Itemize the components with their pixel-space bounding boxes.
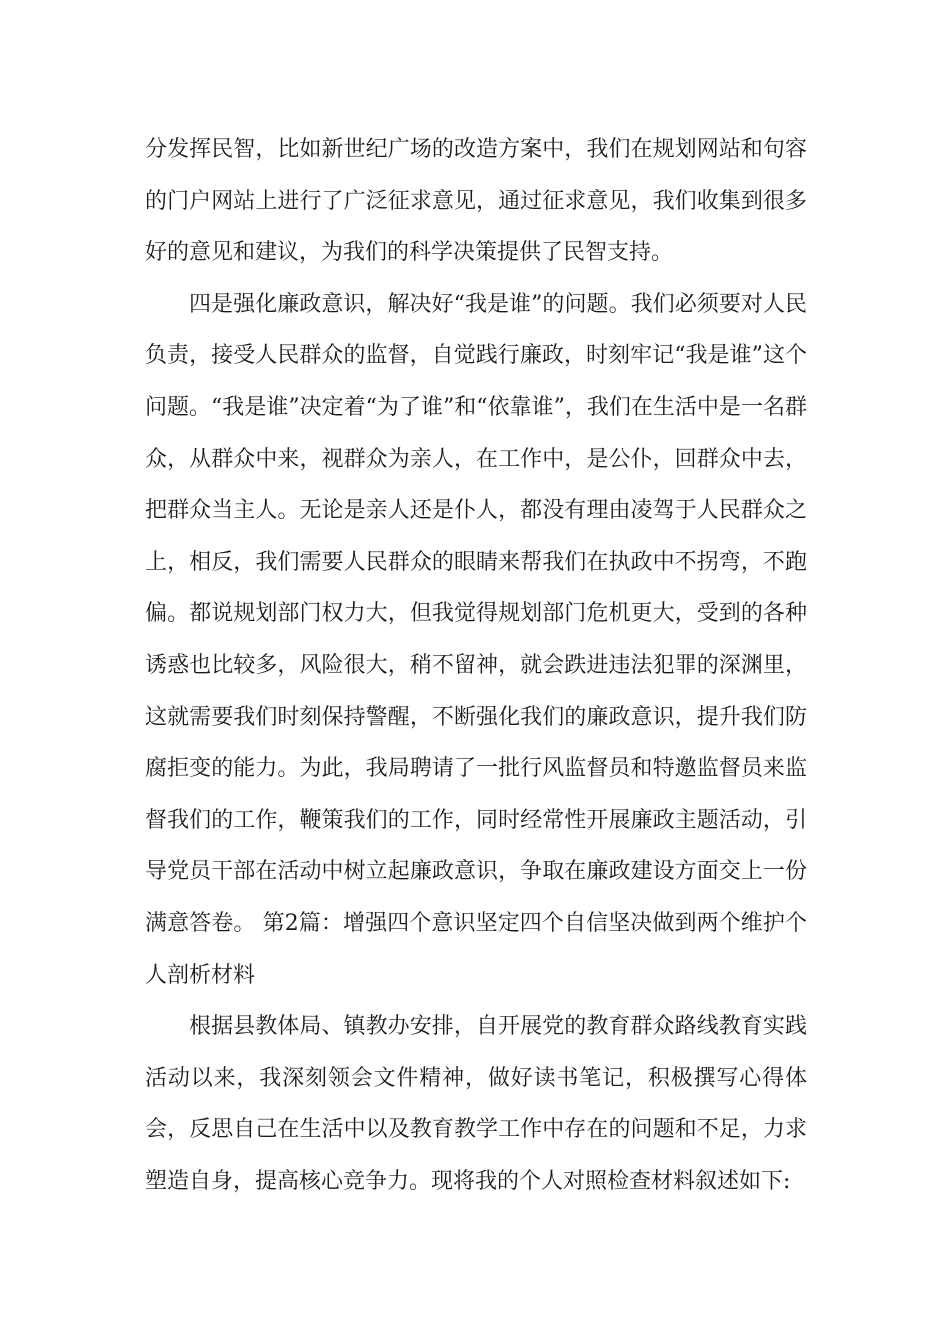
paragraph-3: 根据县教体局、镇教办安排，自开展党的教育群众路线教育实践活动以来，我深刻领会文件精神，做好读书笔记，积极撰写心得体会，反思自己在生活中以及教育教学工作中存在的问题和不足，力求塑造自身，提高核心竞争力。现将我的个人对照检查材料叙述如下: <box>145 1014 807 1194</box>
document-body <box>145 124 807 1207</box>
paragraph-2: 四是强化廉政意识，解决好“我是谁”的问题。我们必须要对人民负责，接受人民群众的监督，自觉践行廉政，时刻牢记“我是谁”这个问题。“我是谁”决定着“为了谁”和“依靠谁”，我们在生活中是一名群众，从群众中来，视群众为亲人，在工作中，是公仆，回群众中去，把群众当主人。无论是亲人还是仆人，都没有理由凌驾于人民群众之上，相反，我们需要人民群众的眼睛来帮我们在执政中不拐弯，不跑偏。都说规划部门权力大，但我觉得规划部门危机更大，受到的各种诱惑也比较多，风险很大，稍不留神，就会跌进违法犯罪的深渊里，这就需要我们时刻保持警醒，不断强化我们的廉政意识，提升我们防腐拒变的能力。为此，我局聘请了一批行风监督员和特邀监督员来监督我们的工作，鞭策我们的工作，同时经常性开展廉政主题活动，引导党员干部在活动中树立起廉政意识，争取在廉政建设方面交上一份满意答卷。 第2篇：增强四个意识坚定四个自信坚决做到两个维护个人剖析材料 <box>145 291 807 988</box>
paragraph-1: 分发挥民智，比如新世纪广场的改造方案中，我们在规划网站和句容的门户网站上进行了广泛征求意见，通过征求意见，我们收集到很多好的意见和建议，为我们的科学决策提供了民智支持。 <box>145 137 807 266</box>
